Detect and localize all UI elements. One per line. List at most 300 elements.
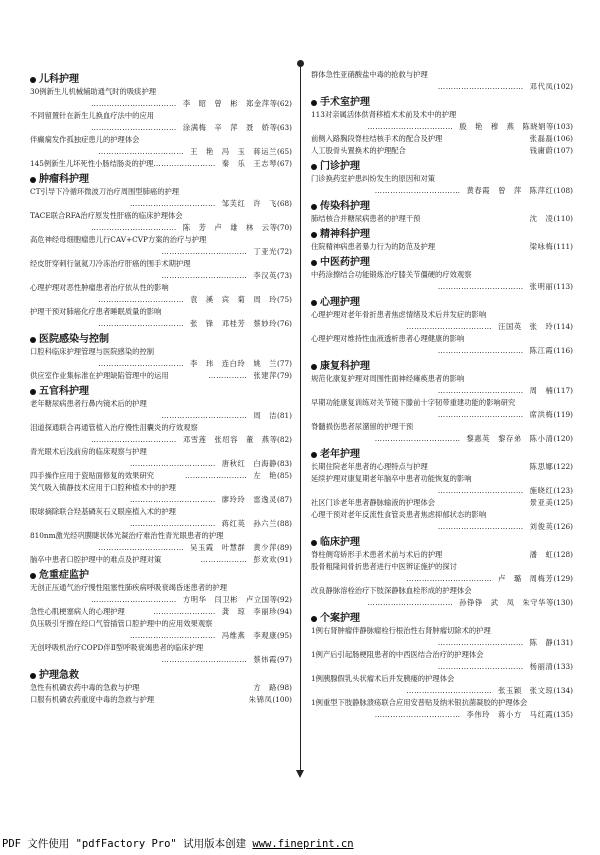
entry-title: 心理护理对维持性血液透析患者心理健康的影响 <box>311 334 465 343</box>
toc-section <box>311 256 573 293</box>
entry-title: 四手操作应用于瓷贴面修复的效果研究 <box>30 471 155 480</box>
section-heading-text: 中医药护理 <box>320 257 370 268</box>
entry-title: 高危神经母细胞瘤患儿行CAV+CVP方案的治疗与护理 <box>30 235 207 244</box>
entry-byline <box>30 122 292 134</box>
toc-entry[interactable] <box>311 333 573 357</box>
toc-entry[interactable] <box>30 134 292 158</box>
entry-byline <box>30 494 292 506</box>
section-heading-text: 心理护理 <box>320 297 360 308</box>
entry-title: 口服有机磷农药重度中毒的急救与护理 <box>30 695 155 704</box>
entry-authors: 邓代凤 <box>529 82 554 91</box>
entry-byline <box>530 461 573 473</box>
entry-line <box>311 145 573 157</box>
leader-dots: …………………………… <box>91 123 177 132</box>
column-divider <box>300 64 301 776</box>
entry-byline <box>30 146 292 158</box>
entry-authors: 卢 璐 周梅芳 <box>498 574 554 583</box>
toc-entry[interactable] <box>30 582 292 606</box>
toc-entry[interactable] <box>311 397 573 421</box>
entry-byline <box>30 158 292 170</box>
entry-title: 负压吸引牙擦在经口气管插管口腔护理中的应用效果观察 <box>30 619 213 628</box>
entry-page-number: (133) <box>553 662 573 671</box>
toc-section <box>311 360 573 445</box>
toc-entry[interactable] <box>311 585 573 609</box>
section-heading <box>30 73 292 86</box>
toc-entry[interactable] <box>30 470 292 482</box>
bullet-icon <box>311 260 317 266</box>
bullet-icon <box>311 204 317 210</box>
leader-dots: …………………………… <box>437 662 524 671</box>
bullet-icon <box>311 300 317 306</box>
entry-line <box>311 497 573 509</box>
toc-entry[interactable] <box>30 186 292 210</box>
bullet-icon <box>311 616 317 622</box>
toc-entry[interactable] <box>311 145 573 157</box>
entry-line <box>30 694 292 706</box>
leader-dots: …………………………… <box>161 411 248 420</box>
leader-dots: …………………………… <box>406 322 493 331</box>
leader-dots: …………………………… <box>161 247 248 256</box>
left-column <box>30 70 292 706</box>
toc-entry[interactable] <box>311 697 573 721</box>
entry-authors: 陈 芳 卢 雄 林 云 <box>182 223 270 232</box>
toc-section <box>311 536 573 609</box>
entry-authors: 朱锦凤 <box>248 695 273 704</box>
toc-entry[interactable] <box>30 398 292 422</box>
section-heading-text: 危重症监护 <box>39 570 89 581</box>
toc-entry[interactable] <box>30 694 292 706</box>
bullet-icon <box>311 364 317 370</box>
entry-title: 改良静脉溶栓治疗下肢深静脉血栓形成的护理体会 <box>311 586 472 595</box>
right-column <box>311 66 573 721</box>
section-heading-text: 个案护理 <box>320 613 360 624</box>
entry-authors: 王 艳 冯 玉 蒋运兰 <box>190 147 278 156</box>
entry-byline <box>30 358 292 370</box>
entry-title: 1例重型下肢静脉溃疡联合应用安普贴及纳米银抗菌凝胶的护理体会 <box>311 698 528 707</box>
entry-byline <box>30 318 292 330</box>
section-heading-text: 肿瘤科护理 <box>39 174 89 185</box>
entry-page-number: (75) <box>277 295 292 304</box>
entry-line <box>311 549 573 561</box>
entry-byline-right <box>201 554 292 566</box>
entry-authors: 涂满梅 辛 萍 聂 娇 <box>182 123 270 132</box>
entry-page-number: 等(82) <box>269 435 292 444</box>
leader-dots: …………………………… <box>161 271 248 280</box>
entry-authors: 沈 凌 <box>529 214 554 223</box>
entry-page-number: (126) <box>553 522 573 531</box>
entry-title: 供应室作业集标准在护理缺陷管理中的运用 <box>30 371 169 380</box>
entry-authors: 景亚美 <box>529 498 554 507</box>
leader-dots: …………………………… <box>437 410 524 419</box>
leader-dots: …………………………… <box>98 359 185 368</box>
entry-title: 规范化康复护理对周围性面神经瘫痪患者的影响 <box>311 374 465 383</box>
entry-line <box>311 213 573 225</box>
entry-title: CT引导下冷循环微波刀治疗周围型肺癌的护理 <box>30 187 180 196</box>
toc-entry[interactable] <box>311 69 573 93</box>
toc-entry[interactable] <box>30 306 292 330</box>
entry-byline <box>30 654 292 666</box>
entry-title: 30例新生儿机械辅助通气时的吸痰护理 <box>30 87 157 96</box>
entry-byline <box>30 606 292 618</box>
entry-page-number: (116) <box>553 346 573 355</box>
entry-title: 股骨粗隆间骨折患者进行中医辨证施护的探讨 <box>311 562 457 571</box>
toc-entry[interactable] <box>30 86 292 110</box>
toc-entry[interactable] <box>311 473 573 497</box>
entry-page-number: (110) <box>553 214 573 223</box>
entry-title: 中药涂擦结合功能锻炼治疗膝关节僵硬的疗效观察 <box>311 270 472 279</box>
entry-authors: 蒋红英 孙六兰 <box>221 519 278 528</box>
entry-page-number: (67) <box>277 159 292 168</box>
entry-authors: 潘 虹 <box>529 550 554 559</box>
entry-authors: 张明丽 <box>529 282 554 291</box>
entry-page-number: (94) <box>277 607 292 616</box>
toc-section <box>311 96 573 157</box>
bullet-icon <box>30 177 36 183</box>
leader-dots: …………………………… <box>437 282 524 291</box>
section-heading <box>30 385 292 398</box>
entry-page-number: (102) <box>553 82 573 91</box>
footer-text: PDF 文件使用 "pdfFactory Pro" 试用版本创建 <box>2 838 253 850</box>
leader-dots: …………………………… <box>129 631 216 640</box>
bullet-icon <box>311 452 317 458</box>
entry-authors: 黄春霞 曾 萍 陈萍红 <box>466 186 554 195</box>
pdf-watermark-footer <box>2 836 598 852</box>
toc-entry[interactable] <box>30 258 292 282</box>
entry-byline <box>311 81 573 93</box>
entry-authors: 汪国英 张 玲 <box>498 322 554 331</box>
entry-authors: 李 玮 连白玲 姚 兰 <box>190 359 278 368</box>
entry-authors: 袁 溪 宾 菊 周 玲 <box>190 295 278 304</box>
entry-authors: 龚 琼 李丽珍 <box>221 607 278 616</box>
leader-dots: …………………………… <box>98 319 185 328</box>
entry-byline <box>30 222 292 234</box>
entry-page-number: (81) <box>277 411 292 420</box>
entry-title: 群体急性亚硝酸盐中毒的抢救与护理 <box>311 70 428 79</box>
leader-dots: …………………… <box>153 607 216 616</box>
entry-byline-right <box>153 158 292 170</box>
entry-byline-right <box>153 606 292 618</box>
entry-page-number: (83) <box>277 459 292 468</box>
leader-dots: …………………………… <box>367 598 454 607</box>
entry-byline <box>30 594 292 606</box>
entry-byline <box>30 370 292 382</box>
toc-entry[interactable] <box>311 421 573 445</box>
entry-line <box>30 682 292 694</box>
toc-entry[interactable] <box>30 530 292 554</box>
leader-dots: …………………………… <box>129 495 216 504</box>
entry-title: 护理干预对肺癌化疗患者睡眠质量的影响 <box>30 307 162 316</box>
entry-byline <box>530 549 573 561</box>
leader-dots: …………………………… <box>98 543 185 552</box>
section-heading-text: 医院感染与控制 <box>39 334 109 345</box>
section-heading <box>311 536 573 549</box>
entry-title: 急性有机磷农药中毒的急救与护理 <box>30 683 140 692</box>
entry-authors: 钱庸蔚 <box>529 146 554 155</box>
section-heading <box>311 612 573 625</box>
toc-entry[interactable] <box>311 673 573 697</box>
bullet-icon <box>30 673 36 679</box>
entry-page-number: (113) <box>553 282 573 291</box>
entry-title: 社区门诊老年患者静脉输液的护理体会 <box>311 498 436 507</box>
section-heading-text: 手术室护理 <box>320 97 370 108</box>
toc-entry[interactable] <box>311 625 573 649</box>
bullet-icon <box>311 164 317 170</box>
entry-page-number: (117) <box>553 386 573 395</box>
entry-authors: 丁亚光 <box>253 247 278 256</box>
entry-title: 人工股骨头置换术的护理配合 <box>311 146 406 155</box>
toc-entry[interactable] <box>311 461 573 473</box>
entry-title: 急性心肌梗塞病人的心理护理 <box>30 607 125 616</box>
bullet-icon <box>30 573 36 579</box>
leader-dots: …………………………… <box>91 595 177 604</box>
leader-dots: …………………………… <box>437 346 524 355</box>
toc-entry[interactable] <box>30 682 292 694</box>
entry-byline <box>311 409 573 421</box>
entry-byline <box>30 630 292 642</box>
leader-dots: …………………………… <box>98 295 185 304</box>
toc-section <box>311 612 573 721</box>
entry-page-number: (89) <box>277 543 292 552</box>
section-heading-text: 临床护理 <box>320 537 360 548</box>
toc-section <box>30 669 292 706</box>
section-heading <box>311 160 573 173</box>
entry-title: TACE联合RFA治疗原发性肝癌的临床护理体会 <box>30 211 183 220</box>
section-heading <box>311 360 573 373</box>
entry-byline <box>30 98 292 110</box>
toc-entry[interactable] <box>311 133 573 145</box>
entry-authors: 秦 乐 王志琴 <box>221 159 278 168</box>
entry-page-number: 等(103) <box>546 122 573 131</box>
leader-dots: …………………………… <box>374 434 461 443</box>
toc-entry[interactable] <box>311 561 573 585</box>
entry-authors: 唐秋红 白海静 <box>221 459 278 468</box>
section-heading <box>311 200 573 213</box>
section-heading-text: 老年护理 <box>320 449 360 460</box>
entry-byline <box>530 133 573 145</box>
leader-dots: …………………………… <box>406 574 493 583</box>
entry-title: 1例胰腺假乳头状瘤术后并发胰瘘的护理体会 <box>311 674 455 683</box>
leader-dots: …………………………… <box>91 223 177 232</box>
entry-title: 泪道探通联合再通管植入治疗慢性泪囊炎的疗效观察 <box>30 423 198 432</box>
entry-byline <box>311 685 573 697</box>
bullet-icon <box>311 540 317 546</box>
entry-title: 延续护理对康复期老年脑卒中患者功能恢复的影响 <box>311 474 472 483</box>
entry-authors: 廖玲玲 雷逸灵 <box>221 495 278 504</box>
entry-title: 门诊换药室护患纠纷发生的原因和对策 <box>311 174 436 183</box>
entry-title: 脑卒中患者口腔护理中的难点及护理对策 <box>30 555 162 564</box>
toc-entry[interactable] <box>30 346 292 370</box>
entry-title: 长期住院老年患者的心理特点与护理 <box>311 462 428 471</box>
bullet-icon <box>30 77 36 83</box>
entry-authors: 陈江霞 <box>529 346 554 355</box>
section-heading <box>311 448 573 461</box>
leader-dots: …………………………… <box>161 655 248 664</box>
entry-page-number: (87) <box>277 495 292 504</box>
entry-authors: 方明华 闫卫彬 卢立国 <box>182 595 270 604</box>
entry-page-number: (122) <box>553 462 573 471</box>
leader-dots: …………………………… <box>367 122 454 131</box>
entry-title: 早期功能康复训练对关节镜下滕前十字韧带重建功能的影响研究 <box>311 398 516 407</box>
toc-section <box>311 296 573 357</box>
entry-byline <box>30 198 292 210</box>
toc-entry[interactable] <box>311 173 573 197</box>
toc-section <box>311 200 573 225</box>
entry-page-number: (65) <box>277 147 292 156</box>
leader-dots: …………………………… <box>437 82 524 91</box>
entry-title: 不同留置针在新生儿换血疗法中的应用 <box>30 111 155 120</box>
entry-page-number: (77) <box>277 359 292 368</box>
toc-entry[interactable] <box>30 618 292 642</box>
entry-page-number: (135) <box>553 710 573 719</box>
footer-url-link[interactable]: www.fineprint.cn <box>252 838 354 850</box>
entry-authors: 刘俊英 <box>529 522 554 531</box>
entry-authors: 李 昭 曾 彬 郑金萍 <box>182 99 270 108</box>
entry-title: 口腔科临床护理管理与医院感染的控制 <box>30 347 155 356</box>
entry-byline <box>311 485 573 497</box>
entry-authors: 张玉颖 张文琼 <box>498 686 554 695</box>
section-heading-text: 门诊护理 <box>320 161 360 172</box>
entry-byline <box>530 145 573 157</box>
entry-byline <box>311 185 573 197</box>
toc-entry[interactable] <box>30 282 292 306</box>
entry-page-number: 等(63) <box>269 123 292 132</box>
entry-byline <box>30 554 292 566</box>
toc-entry[interactable] <box>30 642 292 666</box>
entry-authors: 张磊磊 <box>529 134 554 143</box>
entry-authors: 周 楠 <box>529 386 554 395</box>
toc-entry[interactable] <box>311 109 573 133</box>
entry-title: 810nm激光经巩膜睫状体光凝治疗难治性青光眼患者的护理 <box>30 531 224 540</box>
toc-entry[interactable] <box>311 309 573 333</box>
entry-byline <box>311 121 573 133</box>
entry-title: 老年糖尿病患者行鼻内镜术后的护理 <box>30 399 147 408</box>
leader-dots: …………………………… <box>406 686 493 695</box>
entry-page-number: (100) <box>272 695 292 704</box>
entry-page-number: (97) <box>277 655 292 664</box>
entry-authors: 蔡炜霞 <box>253 655 278 664</box>
entry-byline <box>30 542 292 554</box>
entry-authors: 邓雪莲 张绍容 董 燕 <box>182 435 270 444</box>
entry-authors: 左 艳 <box>253 471 278 480</box>
toc-entry[interactable] <box>30 554 292 566</box>
toc-entry[interactable] <box>30 110 292 134</box>
toc-section <box>30 385 292 566</box>
entry-title: 眼球摘除联合羟基磷灰石义眼座植入术的护理 <box>30 507 176 516</box>
entry-byline <box>311 597 573 609</box>
entry-authors: 张建萍 <box>253 371 278 380</box>
entry-page-number: (88) <box>277 519 292 528</box>
entry-title: 前侧入路胸段脊柱结核手术的配合及护理 <box>311 134 443 143</box>
entry-authors: 邹芙红 许 飞 <box>221 199 278 208</box>
toc-entry[interactable] <box>311 649 573 673</box>
entry-byline <box>253 682 292 694</box>
toc-entry[interactable] <box>311 509 573 533</box>
toc-entry[interactable] <box>30 158 292 170</box>
entry-authors: 周 洁 <box>253 411 278 420</box>
section-heading <box>311 96 573 109</box>
entry-line <box>311 133 573 145</box>
entry-page-number: (114) <box>553 322 573 331</box>
entry-byline <box>30 246 292 258</box>
toc-entry[interactable] <box>311 213 573 225</box>
entry-page-number: (79) <box>277 371 292 380</box>
toc-entry[interactable] <box>311 269 573 293</box>
entry-byline <box>530 497 573 509</box>
section-heading-text: 护理急救 <box>39 670 79 681</box>
toc-entry[interactable] <box>30 234 292 258</box>
entry-byline <box>311 637 573 649</box>
entry-byline <box>311 281 573 293</box>
entry-authors: 彭欢欢 <box>253 555 278 564</box>
entry-byline <box>30 434 292 446</box>
leader-dots: …………………………… <box>437 486 524 495</box>
bullet-icon <box>30 337 36 343</box>
toc-entry[interactable] <box>30 506 292 530</box>
bullet-icon <box>30 389 36 395</box>
toc-entry[interactable] <box>30 606 292 618</box>
toc-entry[interactable] <box>311 241 573 253</box>
entry-page-number: 等(130) <box>546 598 573 607</box>
toc-entry[interactable] <box>30 370 292 382</box>
toc-entry[interactable] <box>30 422 292 446</box>
entry-byline <box>30 410 292 422</box>
entry-title: 心理护理对恶性肿瘤患者治疗依从性的影响 <box>30 283 169 292</box>
section-heading <box>30 333 292 346</box>
leader-dots: …………………………… <box>91 435 177 444</box>
entry-authors: 李伟玲 蒋小方 马红霞 <box>466 710 554 719</box>
entry-page-number: (123) <box>553 486 573 495</box>
entry-authors: 席洪梅 <box>529 410 554 419</box>
entry-page-number: (108) <box>553 186 573 195</box>
entry-page-number: (129) <box>553 574 573 583</box>
entry-title: 113对亲属活体供肾移植术术前及术中的护理 <box>311 110 457 119</box>
entry-byline <box>530 213 573 225</box>
toc-entry[interactable] <box>311 497 573 509</box>
entry-authors: 殷 艳 穆 燕 陈晓娟 <box>459 122 547 131</box>
leader-dots: …………………………… <box>98 147 185 156</box>
leader-dots: …………………………… <box>374 710 461 719</box>
entry-authors: 梁咏梅 <box>529 242 554 251</box>
leader-dots: …………………………… <box>129 519 216 528</box>
entry-authors: 方 路 <box>253 683 278 692</box>
entry-page-number: (128) <box>553 550 573 559</box>
entry-title: 脊髓损伤患者尿潴留的护理干预 <box>311 422 414 431</box>
toc-section <box>30 73 292 170</box>
leader-dots: …………………… <box>153 159 216 168</box>
entry-title: 经皮肝穿刺行氩氦刀冷冻治疗肝癌的围手术期护理 <box>30 259 191 268</box>
bullet-icon <box>311 100 317 106</box>
toc-entry[interactable] <box>30 482 292 506</box>
leader-dots: …………………………… <box>129 199 216 208</box>
section-heading <box>30 569 292 582</box>
entry-page-number: (111) <box>553 242 573 251</box>
toc-entry[interactable] <box>30 210 292 234</box>
entry-title: 住院精神病患者暴力行为的防范及护理 <box>311 242 436 251</box>
entry-authors: 孙铮铮 武 凤 朱守华 <box>459 598 547 607</box>
entry-title: 肺结核合并糖尿病患者的护理干预 <box>311 214 421 223</box>
entry-authors: 陈思娜 <box>529 462 554 471</box>
entry-line <box>311 461 573 473</box>
toc-entry[interactable] <box>311 373 573 397</box>
entry-authors: 施晓红 <box>529 486 554 495</box>
toc-entry[interactable] <box>30 446 292 470</box>
toc-entry[interactable] <box>311 549 573 561</box>
section-heading-text: 精神科护理 <box>320 229 370 240</box>
leader-dots: …………………………… <box>129 459 216 468</box>
section-heading <box>30 669 292 682</box>
entry-byline <box>311 573 573 585</box>
entry-title: 145例新生儿坏死性小肠结肠炎的护理 <box>30 159 154 168</box>
